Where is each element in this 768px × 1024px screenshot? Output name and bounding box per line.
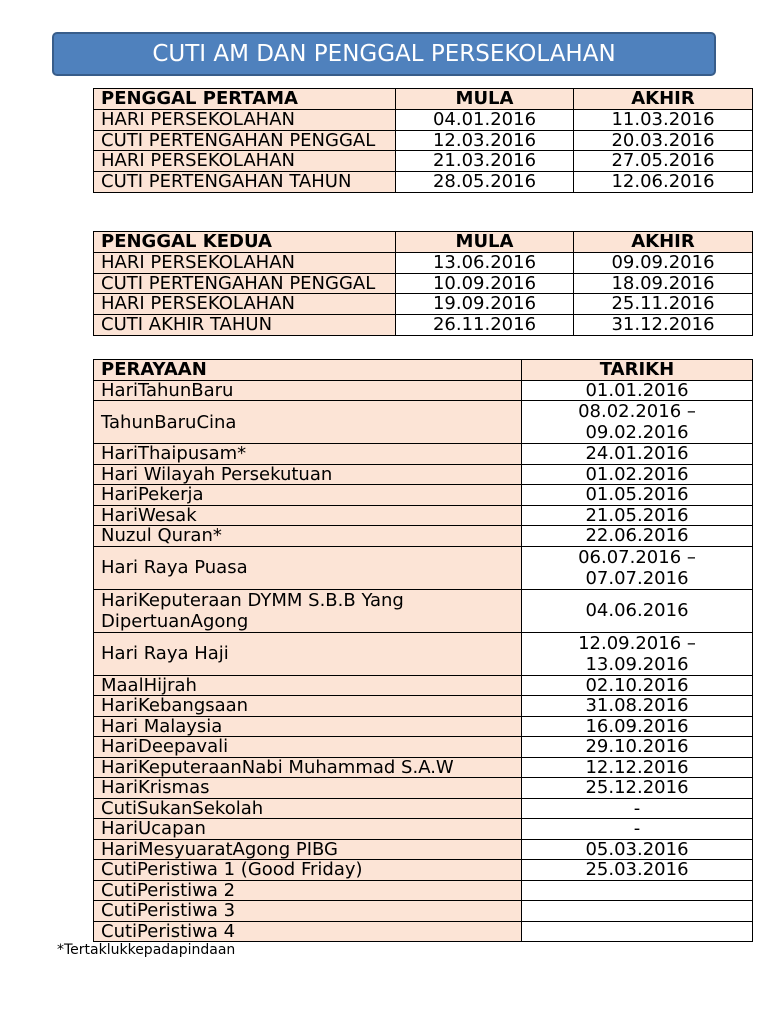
- celebration-date: 05.03.2016: [522, 839, 753, 860]
- table-row: [94, 151, 753, 172]
- start-date: 13.06.2016: [396, 252, 574, 273]
- date-header: TARIKH: [522, 360, 753, 381]
- table-row: [94, 632, 753, 675]
- start-date-header: MULA: [396, 232, 574, 253]
- table-row: [94, 839, 753, 860]
- celebration-name: HariKeputeraanNabi Muhammad S.A.W: [94, 757, 522, 778]
- table-row: [94, 273, 753, 294]
- period-label: HARI PERSEKOLAHAN: [94, 151, 396, 172]
- page-title: CUTI AM DAN PENGGAL PERSEKOLAHAN: [152, 41, 616, 67]
- celebration-name: CutiPeristiwa 3: [94, 901, 522, 922]
- celebration-date: 01.02.2016: [522, 464, 753, 485]
- celebration-date: [522, 921, 753, 942]
- table-row: [94, 485, 753, 506]
- celebration-name: HariPekerja: [94, 485, 522, 506]
- table-row: [94, 315, 753, 336]
- celebration-name: Hari Raya Haji: [94, 632, 522, 675]
- celebration-name: HariThaipusam*: [94, 444, 522, 465]
- celebration-date: -: [522, 798, 753, 819]
- end-date: 20.03.2016: [574, 130, 753, 151]
- celebration-date: 25.03.2016: [522, 860, 753, 881]
- table-row: [94, 819, 753, 840]
- celebration-date: 02.10.2016: [522, 675, 753, 696]
- end-date: 09.09.2016: [574, 252, 753, 273]
- celebration-date: 25.12.2016: [522, 778, 753, 799]
- celebration-date: 01.05.2016: [522, 485, 753, 506]
- celebration-date: 21.05.2016: [522, 505, 753, 526]
- celebration-date: 16.09.2016: [522, 716, 753, 737]
- table-row: [94, 526, 753, 547]
- start-date: 10.09.2016: [396, 273, 574, 294]
- table-row: [94, 130, 753, 151]
- table-row: [94, 737, 753, 758]
- celebration-date: 29.10.2016: [522, 737, 753, 758]
- start-date: 04.01.2016: [396, 109, 574, 130]
- table-row: [94, 675, 753, 696]
- table-row: [94, 696, 753, 717]
- start-date: 21.03.2016: [396, 151, 574, 172]
- celebration-date: [522, 901, 753, 922]
- table-row: [94, 109, 753, 130]
- table-row: [94, 172, 753, 193]
- table-row: [94, 778, 753, 799]
- end-date: 11.03.2016: [574, 109, 753, 130]
- celebration-date: 31.08.2016: [522, 696, 753, 717]
- celebration-name: HariKeputeraan DYMM S.B.B Yang DipertuanAgong: [94, 589, 522, 632]
- celebration-header: PERAYAAN: [94, 360, 522, 381]
- celebration-date: -: [522, 819, 753, 840]
- perayaan-table: [93, 359, 753, 942]
- period-label: CUTI AKHIR TAHUN: [94, 315, 396, 336]
- start-date: 19.09.2016: [396, 294, 574, 315]
- penggal-pertama-table: [93, 88, 753, 193]
- table-row: [94, 921, 753, 942]
- celebration-date: 04.06.2016: [522, 589, 753, 632]
- table-row: [94, 880, 753, 901]
- celebration-name: CutiSukanSekolah: [94, 798, 522, 819]
- celebration-date: 12.12.2016: [522, 757, 753, 778]
- celebration-date: [522, 880, 753, 901]
- period-label: CUTI PERTENGAHAN TAHUN: [94, 172, 396, 193]
- celebration-name: Hari Malaysia: [94, 716, 522, 737]
- table-row: [94, 716, 753, 737]
- celebration-date: 01.01.2016: [522, 380, 753, 401]
- start-date: 28.05.2016: [396, 172, 574, 193]
- penggal-kedua-table: [93, 231, 753, 336]
- celebration-date: 08.02.2016 – 09.02.2016: [522, 401, 753, 444]
- table-row: [94, 757, 753, 778]
- table-header-row: [94, 232, 753, 253]
- celebration-date: 12.09.2016 – 13.09.2016: [522, 632, 753, 675]
- celebration-name: CutiPeristiwa 4: [94, 921, 522, 942]
- term-header: PENGGAL PERTAMA: [94, 89, 396, 110]
- end-date-header: AKHIR: [574, 89, 753, 110]
- celebration-name: Nuzul Quran*: [94, 526, 522, 547]
- page-title-banner: [52, 32, 716, 76]
- end-date: 18.09.2016: [574, 273, 753, 294]
- start-date-header: MULA: [396, 89, 574, 110]
- end-date: 12.06.2016: [574, 172, 753, 193]
- table-header-row: [94, 360, 753, 381]
- period-label: CUTI PERTENGAHAN PENGGAL: [94, 273, 396, 294]
- celebration-name: HariWesak: [94, 505, 522, 526]
- period-label: HARI PERSEKOLAHAN: [94, 252, 396, 273]
- celebration-name: HariDeepavali: [94, 737, 522, 758]
- table-row: [94, 546, 753, 589]
- table-row: [94, 901, 753, 922]
- celebration-name: MaalHijrah: [94, 675, 522, 696]
- celebration-name: HariKebangsaan: [94, 696, 522, 717]
- table-row: [94, 464, 753, 485]
- celebration-date: 22.06.2016: [522, 526, 753, 547]
- term-header: PENGGAL KEDUA: [94, 232, 396, 253]
- celebration-name: CutiPeristiwa 1 (Good Friday): [94, 860, 522, 881]
- celebration-name: HariMesyuaratAgong PIBG: [94, 839, 522, 860]
- period-label: HARI PERSEKOLAHAN: [94, 109, 396, 130]
- celebration-date: 06.07.2016 – 07.07.2016: [522, 546, 753, 589]
- period-label: HARI PERSEKOLAHAN: [94, 294, 396, 315]
- celebration-name: HariTahunBaru: [94, 380, 522, 401]
- celebration-name: Hari Raya Puasa: [94, 546, 522, 589]
- footnote: *Tertaklukkepadapindaan: [57, 942, 236, 958]
- celebration-name: CutiPeristiwa 2: [94, 880, 522, 901]
- period-label: CUTI PERTENGAHAN PENGGAL: [94, 130, 396, 151]
- end-date: 31.12.2016: [574, 315, 753, 336]
- table-row: [94, 505, 753, 526]
- table-row: [94, 444, 753, 465]
- table-row: [94, 294, 753, 315]
- table-row: [94, 860, 753, 881]
- celebration-name: HariKrismas: [94, 778, 522, 799]
- table-row: [94, 252, 753, 273]
- table-row: [94, 401, 753, 444]
- table-row: [94, 589, 753, 632]
- table-row: [94, 380, 753, 401]
- celebration-name: TahunBaruCina: [94, 401, 522, 444]
- end-date: 25.11.2016: [574, 294, 753, 315]
- end-date: 27.05.2016: [574, 151, 753, 172]
- start-date: 12.03.2016: [396, 130, 574, 151]
- celebration-name: HariUcapan: [94, 819, 522, 840]
- celebration-name: Hari Wilayah Persekutuan: [94, 464, 522, 485]
- celebration-date: 24.01.2016: [522, 444, 753, 465]
- table-row: [94, 798, 753, 819]
- end-date-header: AKHIR: [574, 232, 753, 253]
- start-date: 26.11.2016: [396, 315, 574, 336]
- table-header-row: [94, 89, 753, 110]
